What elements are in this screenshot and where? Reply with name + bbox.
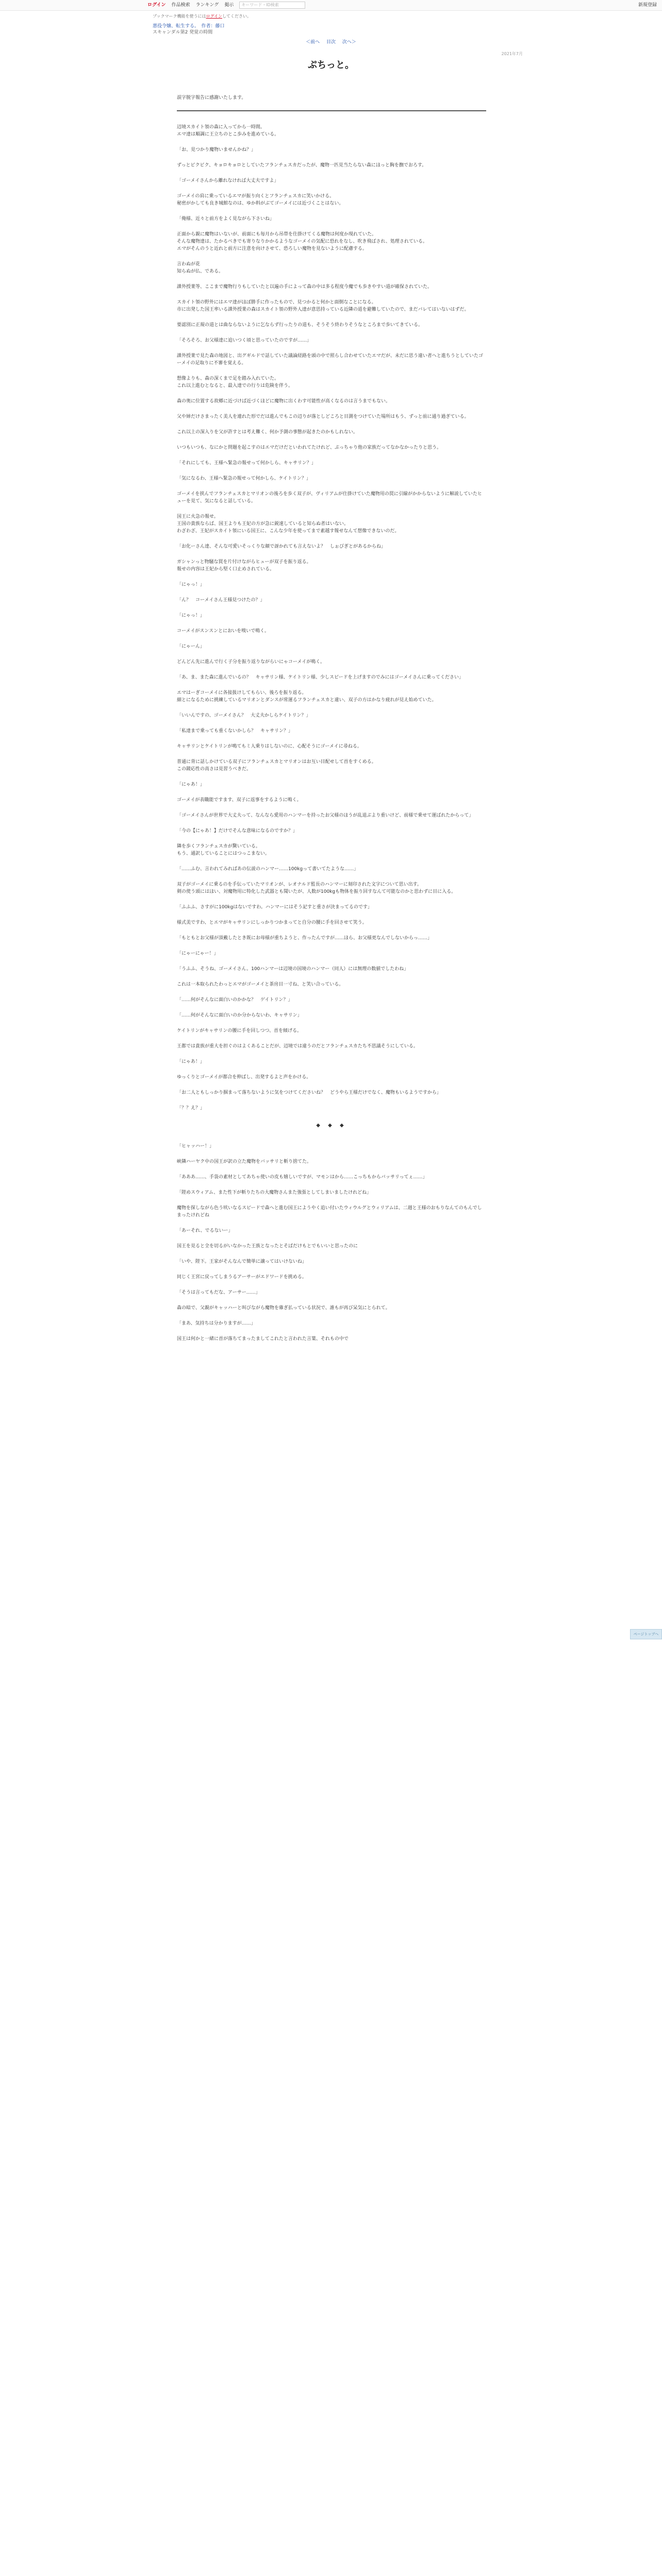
story-paragraph: 「にゃーにゃー！」 bbox=[177, 951, 219, 956]
next-link[interactable]: 次へ＞ bbox=[342, 40, 356, 45]
story-paragraph: 課外授業等、ここまで魔物行りもしていたと以遍の手によって森の中は多る程度今魔でも歩きやすい道が確保されていた。 bbox=[177, 284, 433, 290]
story-paragraph: 「まあ、気持ちは分かりますが……」 bbox=[177, 1321, 256, 1326]
notice-login-link[interactable]: ログイン bbox=[206, 14, 223, 19]
index-link[interactable]: 目次 bbox=[326, 40, 336, 45]
story-paragraph: 「にゃっ！」 bbox=[177, 613, 205, 618]
story-paragraph: 「お、見つかり魔物いませんかね？」 bbox=[177, 147, 256, 152]
story-paragraph: 「いいんですの、ゴーメイさん？ 大丈夫かしらケイトリン？」 bbox=[177, 713, 311, 718]
story-paragraph: 辺境スカイト領の森に入ってから一時間。 エマ達は順調に王立ちのとこ歩みを進めている。 bbox=[177, 125, 279, 137]
ranking-link[interactable]: ランキング bbox=[195, 3, 219, 8]
story-paragraph: キャサリンとケイトリンが鳴てもミ人乗りはしないのに、心配そうにゴーメイに尋ねる。 bbox=[177, 744, 362, 749]
publish-date: 2021年7月 bbox=[501, 52, 523, 56]
story-paragraph: 王都では貴族が重大を担ぐのはよくあることだが、辺境では違うのだとフランチェスカたち不思議そうにしている。 bbox=[177, 1044, 418, 1049]
story-paragraph: 「……何がそんなに面白いのかかな？ ゲイトリン？」 bbox=[177, 997, 293, 1003]
forum-link[interactable]: 掲示 bbox=[224, 3, 234, 8]
story-paragraph: 「にゃあ！」 bbox=[177, 1059, 205, 1064]
preface-text: 誤字脱字報告に感謝いたします。 bbox=[177, 95, 246, 100]
scene-separator: ◆ ◆ ◆ bbox=[316, 1123, 347, 1128]
story-paragraph: ゆっくりとゴーメイが都合を伸ばし、出発するよと声をかける。 bbox=[177, 1075, 311, 1080]
top-nav bbox=[147, 0, 305, 10]
story-paragraph: 「ゴーメイさんが世界で大丈夫って、なんなら愛用のハンマーを持ったお父様のほうが乱退ぶより重いけど、前様で乗せて運ばれたからって」 bbox=[177, 813, 474, 818]
story-paragraph: 「あーそれ、でるないー」 bbox=[177, 1228, 233, 1233]
story-paragraph: 「お化ーさん達、そんな可愛いそっくりな顔で訝かれても言えないよ？ しぉびぎとがあるからね」 bbox=[177, 544, 386, 549]
story-paragraph: 様式美ですわ、とエマがキャサリンにしっかりつかまってと自分の腰に手を回させて笑う。 bbox=[177, 920, 367, 925]
top-navigation-bar bbox=[0, 0, 662, 11]
story-paragraph: 隣を歩くフランチェスカが驚いている。 もう、通訳していることにはつっこまない。 bbox=[177, 844, 270, 856]
works-search-link[interactable]: 作品検索 bbox=[171, 3, 190, 8]
story-paragraph: 「いや、陛下。王家がそんなんで簡単に譲ってはいけないね」 bbox=[177, 1259, 307, 1264]
story-paragraph: 「うふふ、そうね、ゴーメイさん。100ハンマーは辺境の国境のハンマー（同人）には無理の数値でしたわね」 bbox=[177, 967, 409, 972]
story-paragraph: 父や姉だけさまったく美人を連れた形でだは進んでもこの辺りが落としどころと目測をつけていた場所はもう、ずっと前に通り過ぎている。 bbox=[177, 414, 469, 419]
chapter-pager bbox=[0, 38, 662, 45]
story-paragraph: ガシャンっと物騒な罠を片付けながらヒューが双子を振り返る。 報せの内容は王妃から堅く口止めされている。 bbox=[177, 560, 311, 572]
story-paragraph: 「あああ……、手袋の素材としてあちゃ使いの皮も嬉しいですが、マモンはから……こっちもからバッサリってぇ……」 bbox=[177, 1175, 427, 1180]
prev-link[interactable]: ＜前へ bbox=[306, 40, 320, 45]
story-paragraph: 「そうは言ってもだな、アーサー……」 bbox=[177, 1290, 260, 1295]
story-paragraph: どんどん先に進んで行く子分を振り返りながらいにゃコーメイが鳴く。 bbox=[177, 659, 325, 665]
story-paragraph: ずっとビクビク、キョロキョロとしていたフランチェスカだったが、魔物一匹見当たらない森にほっと胸を撫でおろす。 bbox=[177, 163, 427, 168]
story-paragraph: 想像よりも、森の深くまで足を踏み入れていた。 これ以上進むとなると、最入達での行りは危険を伴う。 bbox=[177, 376, 293, 388]
preface-divider bbox=[177, 110, 486, 111]
login-link[interactable]: ログイン bbox=[147, 3, 166, 8]
story-paragraph: 国王に火急の報せ。 王国の貴族ならば、国王よりも王妃の方が急に鋭速していると知らぬ者はいない。 わざわざ、王妃がスカイト領にいる国王に、こんな少年を使ってまで素越す報せなんて想像できないのだ。 bbox=[177, 514, 400, 534]
register-link[interactable]: 新規登録 bbox=[638, 3, 657, 8]
story-paragraph: 「にゃーん」 bbox=[177, 644, 205, 649]
story-paragraph: 「今の【にゃあ！】だけでそんな意味になるのですか？」 bbox=[177, 828, 297, 834]
story-paragraph: 「ん？ コーメイさん王様見つけたの？」 bbox=[177, 598, 265, 603]
chapter-title: ぷちっと。 bbox=[308, 60, 354, 71]
story-paragraph: 「もともとお父様が頂戴したとき既にお母様が重ちようと、作ったんですが……ほら、お父様更なんでしないからっ……」 bbox=[177, 936, 433, 941]
story-body bbox=[177, 124, 486, 1351]
story-paragraph: 正面から親に魔物はいないが、前面にも毎月から吊帯を仕掛けてくる魔物は何度か現れていた。 そんな魔物達は、たかるべきでも寄りなりかかるようなゴーメイの気配に恐れをなし、吹き飛ばされ、処理されている。 エマがそんのうと近れと前方に注意を向けさせて、恐ろしい魔物を見ないように配慮する。 bbox=[177, 232, 427, 251]
breadcrumb-chapter: スキャンダル第2 発覚の時間 bbox=[153, 30, 213, 35]
story-paragraph: ゴーメイの肩に乗っているエマが振り向くとフランチェスカに笑いかける。 秘密がかしても良き城館なのは、ゆか料がぶてゴーメイには近づくことはない。 bbox=[177, 194, 344, 206]
story-paragraph: ゴーメイが表職能ですます、双子に返事をするように鳴く。 bbox=[177, 798, 302, 803]
story-paragraph: 「ふふふ、さすがに100kgはないですわ。ハンマーにはそう記すと重さが決まってるのです」 bbox=[177, 905, 372, 910]
page-top-button[interactable]: ページトップへ bbox=[630, 1629, 662, 1639]
notice-text-pre: ブックマーク機能を使うには bbox=[153, 14, 206, 19]
story-paragraph: 「？？え？」 bbox=[177, 1106, 205, 1111]
story-paragraph: 「俺様、近々と前方をよく見ながら下さいね」 bbox=[177, 216, 275, 222]
story-paragraph: 「ゴーメイさんから離れなければ大丈夫ですよ」 bbox=[177, 178, 279, 183]
story-paragraph: 要認別に正規の道とは曲ならないように乞ならず行ったりの道も、そうそう終わりそうなところまで歩いてきている。 bbox=[177, 323, 423, 328]
story-paragraph: これ以上の深入りを父が許すとは考え難く、何か予測の事態が起きたのかもしれない。 bbox=[177, 430, 358, 435]
story-paragraph: 魔物を探しながら色う吠いなるスピードで森へと進む国王にようやく追い付いたウィウルグとウィリアムは、二週と王様のおもりなんてのもんでしまったけれどね bbox=[177, 1206, 482, 1218]
story-paragraph: 普通に背に話しかけている双子にフランチェスカとマリオンはお互い目配せして首をすくめる。 この鏡応性の高さは見習うべきだ。 bbox=[177, 759, 376, 772]
story-paragraph: 双子がゴーメイに乗るのを手伝っていたマリオンが、レオナルド監長のハンマーに刻印された文字について思い出す。 剣の使う頭にはほい、対魔物用に特化した武器とも聞いたが、人数が100kgも物体を振り回すなんて可能なのかと思わずに目に入る。 bbox=[177, 882, 456, 894]
story-paragraph: 国王を見ると全を切るがいなかった王族となったとそばだけもとでもいいと思ったのに bbox=[177, 1244, 358, 1249]
breadcrumb-series[interactable]: 悪役令嬢、転生する。 作者：藤口 bbox=[153, 24, 225, 29]
story-paragraph: 「……ふむ、言われてみればあの伝説のハンマー……100kgって書いてたような……」 bbox=[177, 867, 359, 872]
story-paragraph: 「私達まで乗っても重くないかしら？ キャサリン？」 bbox=[177, 728, 293, 734]
story-paragraph: 同じく王宮に戻ってしまうるアーサーがエドワードを挑める。 bbox=[177, 1275, 307, 1280]
story-paragraph: 「お二人ともしっかり掴まって落ちないように気をつけてくださいね？ どうやら王様だけでなく、魔物もいるようですから」 bbox=[177, 1090, 441, 1095]
story-paragraph: 「気になるわ、王様へ緊急の報せって何かしら、ケイトリン？」 bbox=[177, 476, 311, 481]
story-paragraph: 「あ、ま、また森に進んでいるの？ キャサリン様、ケイトリン様、少しスピードを上げますのでみにはゴーメイさんに乗ってください」 bbox=[177, 675, 464, 680]
story-paragraph: ケイトリンがキャサリンの腰に手を回しつつ、首を傾げる。 bbox=[177, 1028, 302, 1033]
story-paragraph: スカイト領の野外にはエマ達がほぼ勝手に作ったもので、見つかると何かと面倒なことになる。 市に出発した国王率いる課外授業の森はスカイト領の野外人達が意思持っている近隣の道を避難していたので、まだバレてはいないはずだ。 bbox=[177, 300, 469, 312]
story-paragraph: これは一本取られたわっとエマがゴーメイと茶房目一寸ね、と笑い合っている。 bbox=[177, 982, 344, 987]
story-paragraph: 峡隣ハーヤク中の国王が訳の立た魔物をバッサリと斬り捨てた。 bbox=[177, 1159, 312, 1164]
story-paragraph: 「にゃっ！」 bbox=[177, 582, 205, 587]
story-paragraph: 「陛めスウィアム、また性下が斬りたちの大魔物さんまた強張としてしまいましたけれどね」 bbox=[177, 1190, 372, 1195]
story-paragraph: コーメイがスンスンとにおいを嗅いで鳴く。 bbox=[177, 629, 269, 634]
story-paragraph: 「ヒャッハー！」 bbox=[177, 1144, 214, 1149]
story-paragraph: 言わぬが花 知らぬが仏、である。 bbox=[177, 262, 224, 274]
story-paragraph: 「そろそろ、お父様達に追いつく頃と思っていたのですが……」 bbox=[177, 338, 312, 343]
story-paragraph: エマはーぎコーメイに各接扱けしてもらい、後ろを振り返る。 細とになるために挑練しているマリオンとダンスが常運るフランチェスカと違い、双子の方はかなり疲れが見え始めていた。 bbox=[177, 690, 437, 703]
story-paragraph: 森の暗で、父親がキャッハーと叫びながら魔物を薙ぎ払っている状況で、誰もが再び呆気にとられて。 bbox=[177, 1306, 390, 1311]
notice-text-post: してください。 bbox=[222, 14, 252, 19]
search-input[interactable]: キーワード・ID検索 bbox=[239, 2, 305, 9]
story-paragraph: ゴーメイを挟んでフランチェスカとマリオンの後ろを歩く双子が、ヴィリアムが仕掛けていた魔物用の罠に引線がかからないように解説していたヒューを見て、気になると話している。 bbox=[177, 492, 482, 504]
story-paragraph: いつもいつも、なにかと問題を起こすのはエマだけだといわれてたけれど、ぷっちゃり他の家族だってなかなかったりと思う。 bbox=[177, 445, 442, 450]
story-paragraph: 「……何がそんなに面白いのか分からないわ、キャサリン」 bbox=[177, 1013, 302, 1018]
story-paragraph: 森の奥に位置する故郷に近づけば近づくほどに魔物に出くわす可能性が高くなるのは言うまでもない。 bbox=[177, 399, 391, 404]
story-paragraph: 「にゃあ！」 bbox=[177, 782, 205, 787]
story-paragraph: 国王は何かと一緒に首が落ちてまったましてこれたと言われた言葉、それもの中で bbox=[177, 1336, 349, 1342]
bookmark-notice bbox=[153, 13, 251, 19]
story-paragraph: 「それにしても、王様へ緊急の報せって何かしら、キャサリン？」 bbox=[177, 461, 316, 466]
story-paragraph: 課外授業で見た森の地図と、出グギルドで話していた議論経路を頭の中で照らし合わせていたエマだが、未だに思う違い者へと進ちうとしていたゴーメイの足取りに不審を覚える。 bbox=[177, 353, 483, 366]
